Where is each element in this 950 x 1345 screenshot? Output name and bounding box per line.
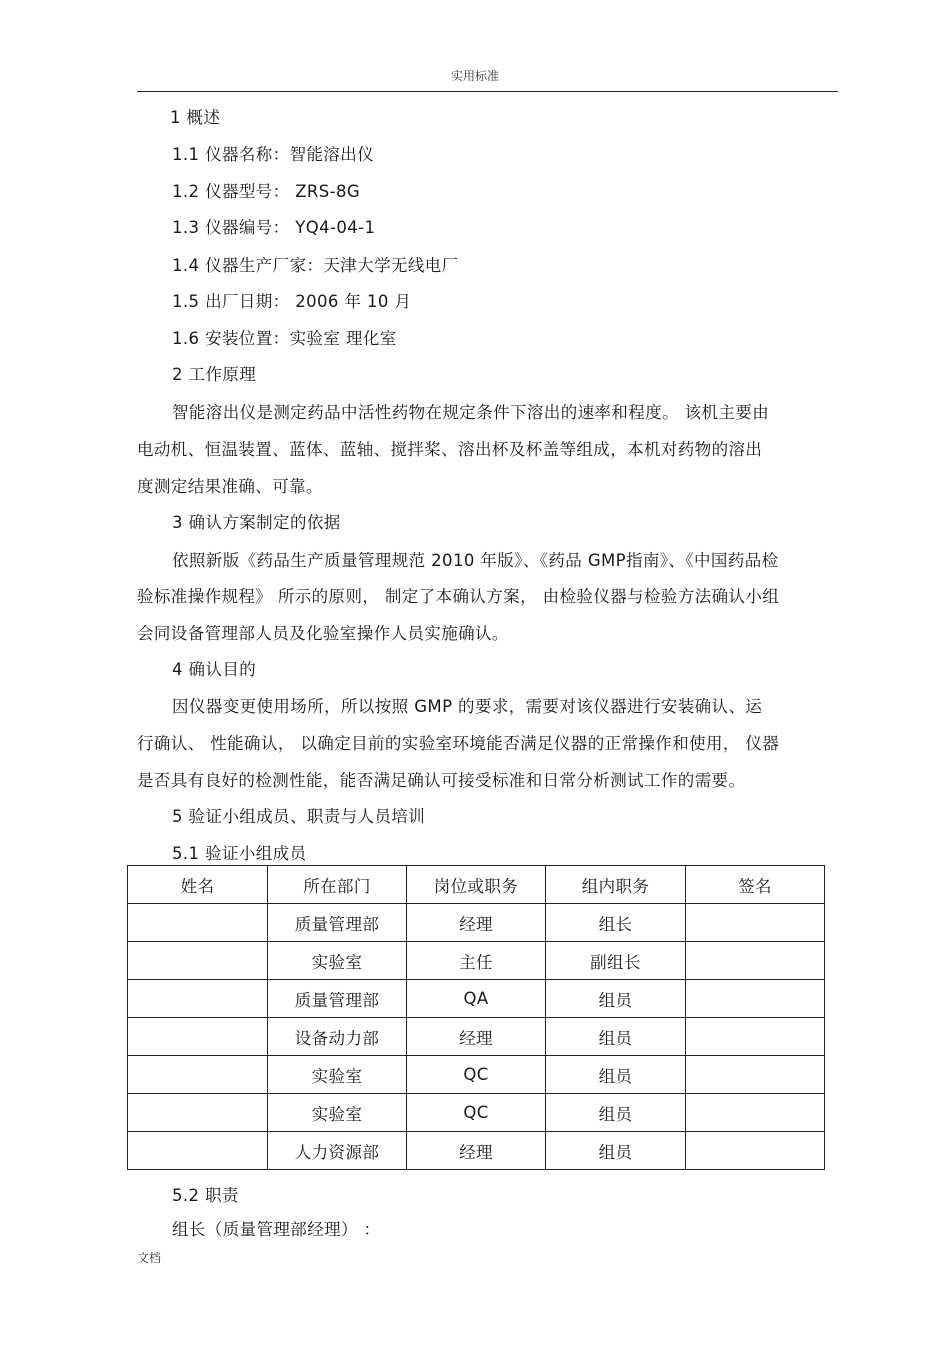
name-cell — [128, 1018, 268, 1056]
paragraph-line: 验标准操作规程》 所示的原则， 制定了本确认方案， 由检验仪器与检验方法确认小组 — [137, 587, 780, 606]
paragraph-line: 依照新版《药品生产质量管理规范 2010 年版》、《药品 GMP指南》、《中国药品检 — [172, 551, 779, 570]
table-row — [128, 1132, 825, 1170]
table-row — [128, 1056, 825, 1094]
name-cell — [128, 1094, 268, 1132]
manufacturer-line: 1.4 仪器生产厂家：天津大学无线电厂 — [172, 256, 459, 275]
table-row — [128, 1018, 825, 1056]
team-role-cell: 组员 — [546, 1018, 686, 1056]
page-footer: 文档 — [137, 1251, 162, 1265]
subsection-5-2-heading: 5.2 职责 — [172, 1186, 239, 1205]
signature-cell — [686, 980, 825, 1018]
department-cell: 人力资源部 — [268, 1132, 407, 1170]
paragraph-line: 度测定结果准确、可靠。 — [137, 477, 323, 496]
signature-cell — [686, 942, 825, 980]
section-3-heading: 3 确认方案制定的依据 — [172, 513, 341, 532]
position-cell: 主任 — [407, 942, 546, 980]
section-5-heading: 5 验证小组成员、职责与人员培训 — [172, 807, 426, 826]
position-cell: QA — [407, 980, 546, 1018]
department-cell: 实验室 — [268, 1094, 407, 1132]
paragraph-line: 电动机、恒温装置、蓝体、蓝轴、搅拌桨、溶出杯及杯盖等组成，本机对药物的溶出 — [137, 440, 763, 459]
table-row — [128, 904, 825, 942]
page-header: 实用标准 — [450, 69, 499, 83]
name-cell — [128, 980, 268, 1018]
paragraph-line: 会同设备管理部人员及化验室操作人员实施确认。 — [137, 624, 509, 643]
header-cell: 签名 — [686, 866, 825, 904]
team-role-cell: 组员 — [546, 1056, 686, 1094]
name-cell — [128, 1056, 268, 1094]
header-rule — [137, 91, 838, 92]
table-row — [128, 1094, 825, 1132]
table-row — [128, 980, 825, 1018]
department-cell: 质量管理部 — [268, 904, 407, 942]
signature-cell — [686, 1056, 825, 1094]
department-cell: 实验室 — [268, 942, 407, 980]
position-cell: 经理 — [407, 1132, 546, 1170]
instrument-model-line: 1.2 仪器型号： ZRS-8G — [172, 182, 361, 201]
paragraph-line: 是否具有良好的检测性能，能否满足确认可接受标准和日常分析测试工作的需要。 — [137, 771, 746, 790]
table-header-row — [128, 866, 825, 904]
signature-cell — [686, 1094, 825, 1132]
paragraph-line: 因仪器变更使用场所，所以按照 GMP 的要求，需要对该仪器进行安装确认、运 — [172, 697, 763, 716]
department-cell: 实验室 — [268, 1056, 407, 1094]
team-members-table — [127, 865, 825, 1170]
position-cell: 经理 — [407, 904, 546, 942]
position-cell: QC — [407, 1056, 546, 1094]
team-leader-line: 组长（质量管理部经理） ： — [172, 1220, 381, 1239]
header-cell: 岗位或职务 — [407, 866, 546, 904]
header-cell: 所在部门 — [268, 866, 407, 904]
section-1-heading: 1 概述 — [170, 108, 221, 127]
signature-cell — [686, 1132, 825, 1170]
name-cell — [128, 1132, 268, 1170]
team-role-cell: 组员 — [546, 1094, 686, 1132]
name-cell — [128, 904, 268, 942]
header-cell: 姓名 — [128, 866, 268, 904]
name-cell — [128, 942, 268, 980]
signature-cell — [686, 1018, 825, 1056]
team-role-cell: 副组长 — [546, 942, 686, 980]
team-role-cell: 组员 — [546, 980, 686, 1018]
department-cell: 质量管理部 — [268, 980, 407, 1018]
position-cell: 经理 — [407, 1018, 546, 1056]
install-location-line: 1.6 安装位置：实验室 理化室 — [172, 329, 397, 348]
paragraph-line: 行确认、 性能确认， 以确定目前的实验室环境能否满足仪器的正常操作和使用， 仪器 — [137, 734, 780, 753]
table-row — [128, 942, 825, 980]
header-cell: 组内职务 — [546, 866, 686, 904]
instrument-name-line: 1.1 仪器名称：智能溶出仪 — [172, 145, 375, 164]
team-role-cell: 组长 — [546, 904, 686, 942]
department-cell: 设备动力部 — [268, 1018, 407, 1056]
paragraph-line: 智能溶出仪是测定药品中活性药物在规定条件下溶出的速率和程度。 该机主要由 — [172, 403, 770, 422]
subsection-5-1-heading: 5.1 验证小组成员 — [172, 844, 307, 863]
instrument-number-line: 1.3 仪器编号： YQ4-04-1 — [172, 218, 376, 237]
position-cell: QC — [407, 1094, 546, 1132]
signature-cell — [686, 904, 825, 942]
team-role-cell: 组员 — [546, 1132, 686, 1170]
manufacture-date-line: 1.5 出厂日期： 2006 年 10 月 — [172, 292, 412, 311]
section-4-heading: 4 确认目的 — [172, 660, 257, 679]
section-2-heading: 2 工作原理 — [172, 365, 257, 384]
